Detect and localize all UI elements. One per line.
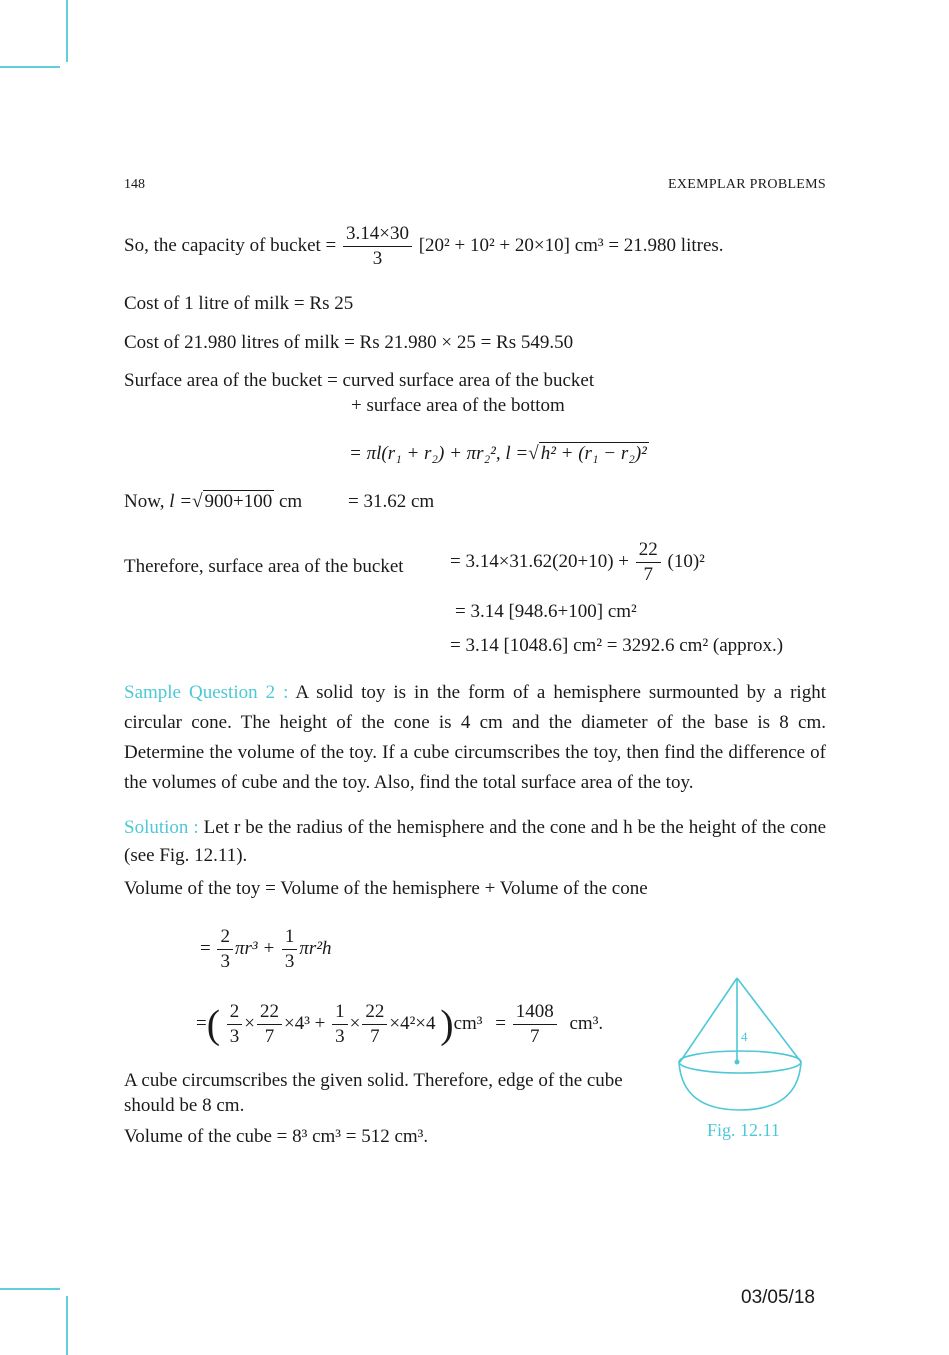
sample-question-text: A solid toy is in the form of a hemisphere surmounted by a right circular cone. The height of the cone is 4 cm and the diameter of the base is 8 cm. Determine the volume of the toy. If a cube circumscribes the toy, then find the difference of the volumes of cube and the toy. Also, find the total surface area of the toy. xyxy=(124,682,826,793)
solution-label: Solution : xyxy=(124,817,199,838)
calc-result-unit: cm³. xyxy=(569,1012,604,1034)
crop-mark-top-vertical xyxy=(66,0,68,62)
now-label: Now, xyxy=(124,491,165,512)
surface-formula-left: = πl(r₁ + r₂) + πr₂², xyxy=(349,443,501,464)
volume-calculation: =( $\frac{2}{3}$ × $\frac{22}{7}$ ×4³ + $\frac{1}{3}$ × $\frac{22}{7}$ ×4²×4 )cm³ = $\frac{1408}{7}$ cm³. xyxy=(196,1001,604,1047)
solution xyxy=(124,814,826,870)
now-line: Now, l =√ 900+100 cm xyxy=(124,491,303,512)
calc-unit: cm³ xyxy=(453,1012,483,1034)
crop-mark-top-horizontal xyxy=(0,66,60,68)
vol-frac-1: $\frac{2}{3}$ xyxy=(217,925,233,974)
base-ellipse xyxy=(679,1051,801,1073)
surface-line-2: + surface area of the bottom xyxy=(351,395,565,416)
calc-term-2: ×4²×4 xyxy=(389,1012,436,1034)
surface-formula-l: l = xyxy=(505,443,529,464)
crop-mark-bottom-horizontal xyxy=(0,1288,60,1290)
now-l: l = xyxy=(169,491,193,512)
therefore-expr-right: (10)² xyxy=(667,550,705,572)
calc-result-fraction: $\frac{1408}{7}$ xyxy=(513,1000,557,1049)
surface-formula: = πl(r₁ + r₂) + πr₂², l =√ h² + (r₁ − r₂)² xyxy=(349,443,647,464)
figure-cone-hemisphere xyxy=(670,970,810,1115)
calc-frac-c: $\frac{1}{3}$ xyxy=(332,1000,348,1049)
cube-statement: A cube circumscribes the given solid. Therefore, edge of the cube should be 8 cm. xyxy=(124,1070,623,1116)
therefore-expr-left: = 3.14×31.62(20+10) + xyxy=(450,550,630,572)
now-unit: cm xyxy=(278,491,303,512)
cost-line-1: Cost of 1 litre of milk = Rs 25 xyxy=(124,293,354,314)
calc-frac-a: $\frac{2}{3}$ xyxy=(227,1000,243,1049)
calc-frac-b: $\frac{22}{7}$ xyxy=(257,1000,282,1049)
cube-volume: Volume of the cube = 8³ cm³ = 512 cm³. xyxy=(124,1126,429,1147)
figure-height-label: 4 xyxy=(741,1029,748,1044)
therefore-label: Therefore, surface area of the bucket xyxy=(124,556,404,577)
calc-term-1: ×4³ + xyxy=(284,1012,326,1034)
surface-line-1: Surface area of the bucket = curved surface area of the bucket xyxy=(124,370,595,391)
solution-text: Let r be the radius of the hemisphere and the cone and h be the height of the cone (see Fig. 12.11). xyxy=(124,817,827,866)
therefore-expression xyxy=(450,538,705,587)
footer-date: 03/05/18 xyxy=(741,1287,815,1308)
therefore-step-3: = 3.14 [1048.6] cm² = 3292.6 cm² (approx.) xyxy=(450,635,784,656)
capacity-label: So, the capacity of bucket = xyxy=(124,234,337,256)
capacity-result: cm³ = 21.980 litres. xyxy=(574,234,724,256)
figure-caption: Fig. 12.11 xyxy=(707,1120,780,1140)
volume-line: Volume of the toy = Volume of the hemisphere + Volume of the cone xyxy=(124,878,648,899)
running-title: EXEMPLAR PROBLEMS xyxy=(668,177,826,192)
page-number: 148 xyxy=(124,177,145,192)
surface-formula-root: h² + (r₁ − r₂)² xyxy=(540,443,647,464)
vol-term-2: πr²h xyxy=(299,937,332,959)
vol-frac-2: $\frac{1}{3}$ xyxy=(282,925,298,974)
sample-question-label: Sample Question 2 : xyxy=(124,682,289,703)
therefore-fraction: $\frac{22}{7}$ xyxy=(636,538,661,587)
therefore-step-2: = 3.14 [948.6+100] cm² xyxy=(455,601,637,622)
sample-question xyxy=(124,678,826,798)
capacity-line xyxy=(124,222,724,271)
cone-right-edge xyxy=(737,978,801,1062)
volume-formula: = $\frac{2}{3}$ πr³ + $\frac{1}{3}$ πr²h xyxy=(200,926,332,972)
capacity-fraction: $\frac{3.14\times 30}{3}$ xyxy=(343,222,412,271)
base-center-dot xyxy=(735,1060,740,1065)
now-root: 900+100 xyxy=(204,491,273,512)
cost-line-2: Cost of 21.980 litres of milk = Rs 21.980 × 25 = Rs 549.50 xyxy=(124,332,574,353)
now-result: = 31.62 cm xyxy=(348,491,435,512)
calc-frac-d: $\frac{22}{7}$ xyxy=(362,1000,387,1049)
crop-mark-bottom-vertical xyxy=(66,1296,68,1355)
capacity-bracket: [20² + 10² + 20×10] xyxy=(418,234,570,256)
cone-left-edge xyxy=(680,978,737,1062)
vol-term-1: πr³ + xyxy=(234,937,276,959)
